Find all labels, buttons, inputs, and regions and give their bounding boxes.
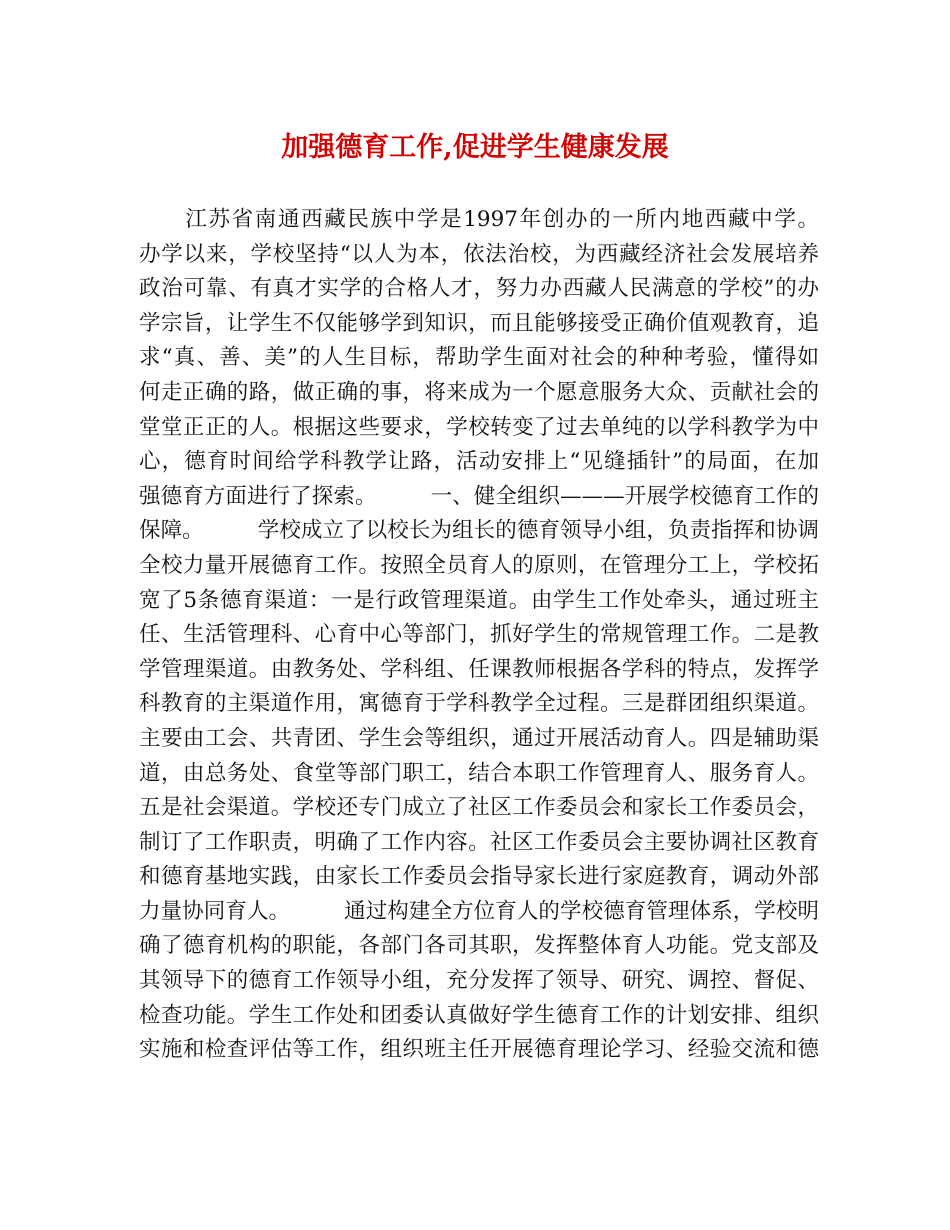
body-line: 主要由工会、共青团、学生会等组织，通过开展活动育人。四是辅助渠 — [139, 725, 819, 751]
body-line: 强德育方面进行了探索。 一、健全组织———开展学校德育工作的 — [139, 483, 819, 509]
body-line: 全校力量开展德育工作。按照全员育人的原则，在管理分工上，学校拓 — [139, 552, 819, 578]
document-body — [139, 203, 819, 1068]
body-line: 政治可靠、有真才实学的合格人才，努力办西藏人民满意的学校”的办 — [139, 276, 819, 302]
body-line: 和德育基地实践，由家长工作委员会指导家长进行家庭教育，调动外部 — [139, 864, 819, 890]
body-line: 任、生活管理科、心育中心等部门，抓好学生的常规管理工作。二是教 — [139, 622, 819, 648]
body-line: 其领导下的德育工作领导小组，充分发挥了领导、研究、调控、督促、 — [139, 968, 819, 994]
body-line: 何走正确的路，做正确的事，将来成为一个愿意服务大众、贡献社会的 — [139, 379, 819, 405]
body-line: 五是社会渠道。学校还专门成立了社区工作委员会和家长工作委员会， — [139, 795, 819, 821]
body-line: 检查功能。学生工作处和团委认真做好学生德育工作的计划安排、组织 — [139, 1002, 819, 1028]
body-line: 力量协同育人。 通过构建全方位育人的学校德育管理体系，学校明 — [139, 898, 819, 924]
body-line: 实施和检查评估等工作，组织班主任开展德育理论学习、经验交流和德 — [139, 1037, 819, 1063]
body-line: 宽了5条德育渠道：一是行政管理渠道。由学生工作处牵头，通过班主 — [139, 587, 819, 613]
body-line: 制订了工作职责，明确了工作内容。社区工作委员会主要协调社区教育 — [139, 829, 819, 855]
body-line: 心，德育时间给学科教学让路，活动安排上“见缝插针”的局面，在加 — [139, 449, 819, 475]
body-line: 科教育的主渠道作用，寓德育于学科教学全过程。三是群团组织渠道。 — [139, 691, 819, 717]
body-line: 学宗旨，让学生不仅能够学到知识，而且能够接受正确价值观教育，追 — [139, 310, 819, 336]
body-line: 堂堂正正的人。根据这些要求，学校转变了过去单纯的以学科教学为中 — [139, 414, 819, 440]
body-line: 学管理渠道。由教务处、学科组、任课教师根据各学科的特点，发挥学 — [139, 656, 819, 682]
body-line: 办学以来，学校坚持“以人为本，依法治校，为西藏经济社会发展培养 — [139, 241, 819, 267]
body-line: 求“真、善、美”的人生目标，帮助学生面对社会的种种考验，懂得如 — [139, 345, 819, 371]
body-line: 道，由总务处、食堂等部门职工，结合本职工作管理育人、服务育人。 — [139, 760, 819, 786]
body-line: 确了德育机构的职能，各部门各司其职，发挥整体育人功能。党支部及 — [139, 933, 819, 959]
document-title: 加强德育工作,促进学生健康发展 — [281, 132, 669, 163]
body-line: 保障。 学校成立了以校长为组长的德育领导小组，负责指挥和协调 — [139, 518, 819, 544]
body-line: 江苏省南通西藏民族中学是1997年创办的一所内地西藏中学。 — [139, 207, 819, 232]
